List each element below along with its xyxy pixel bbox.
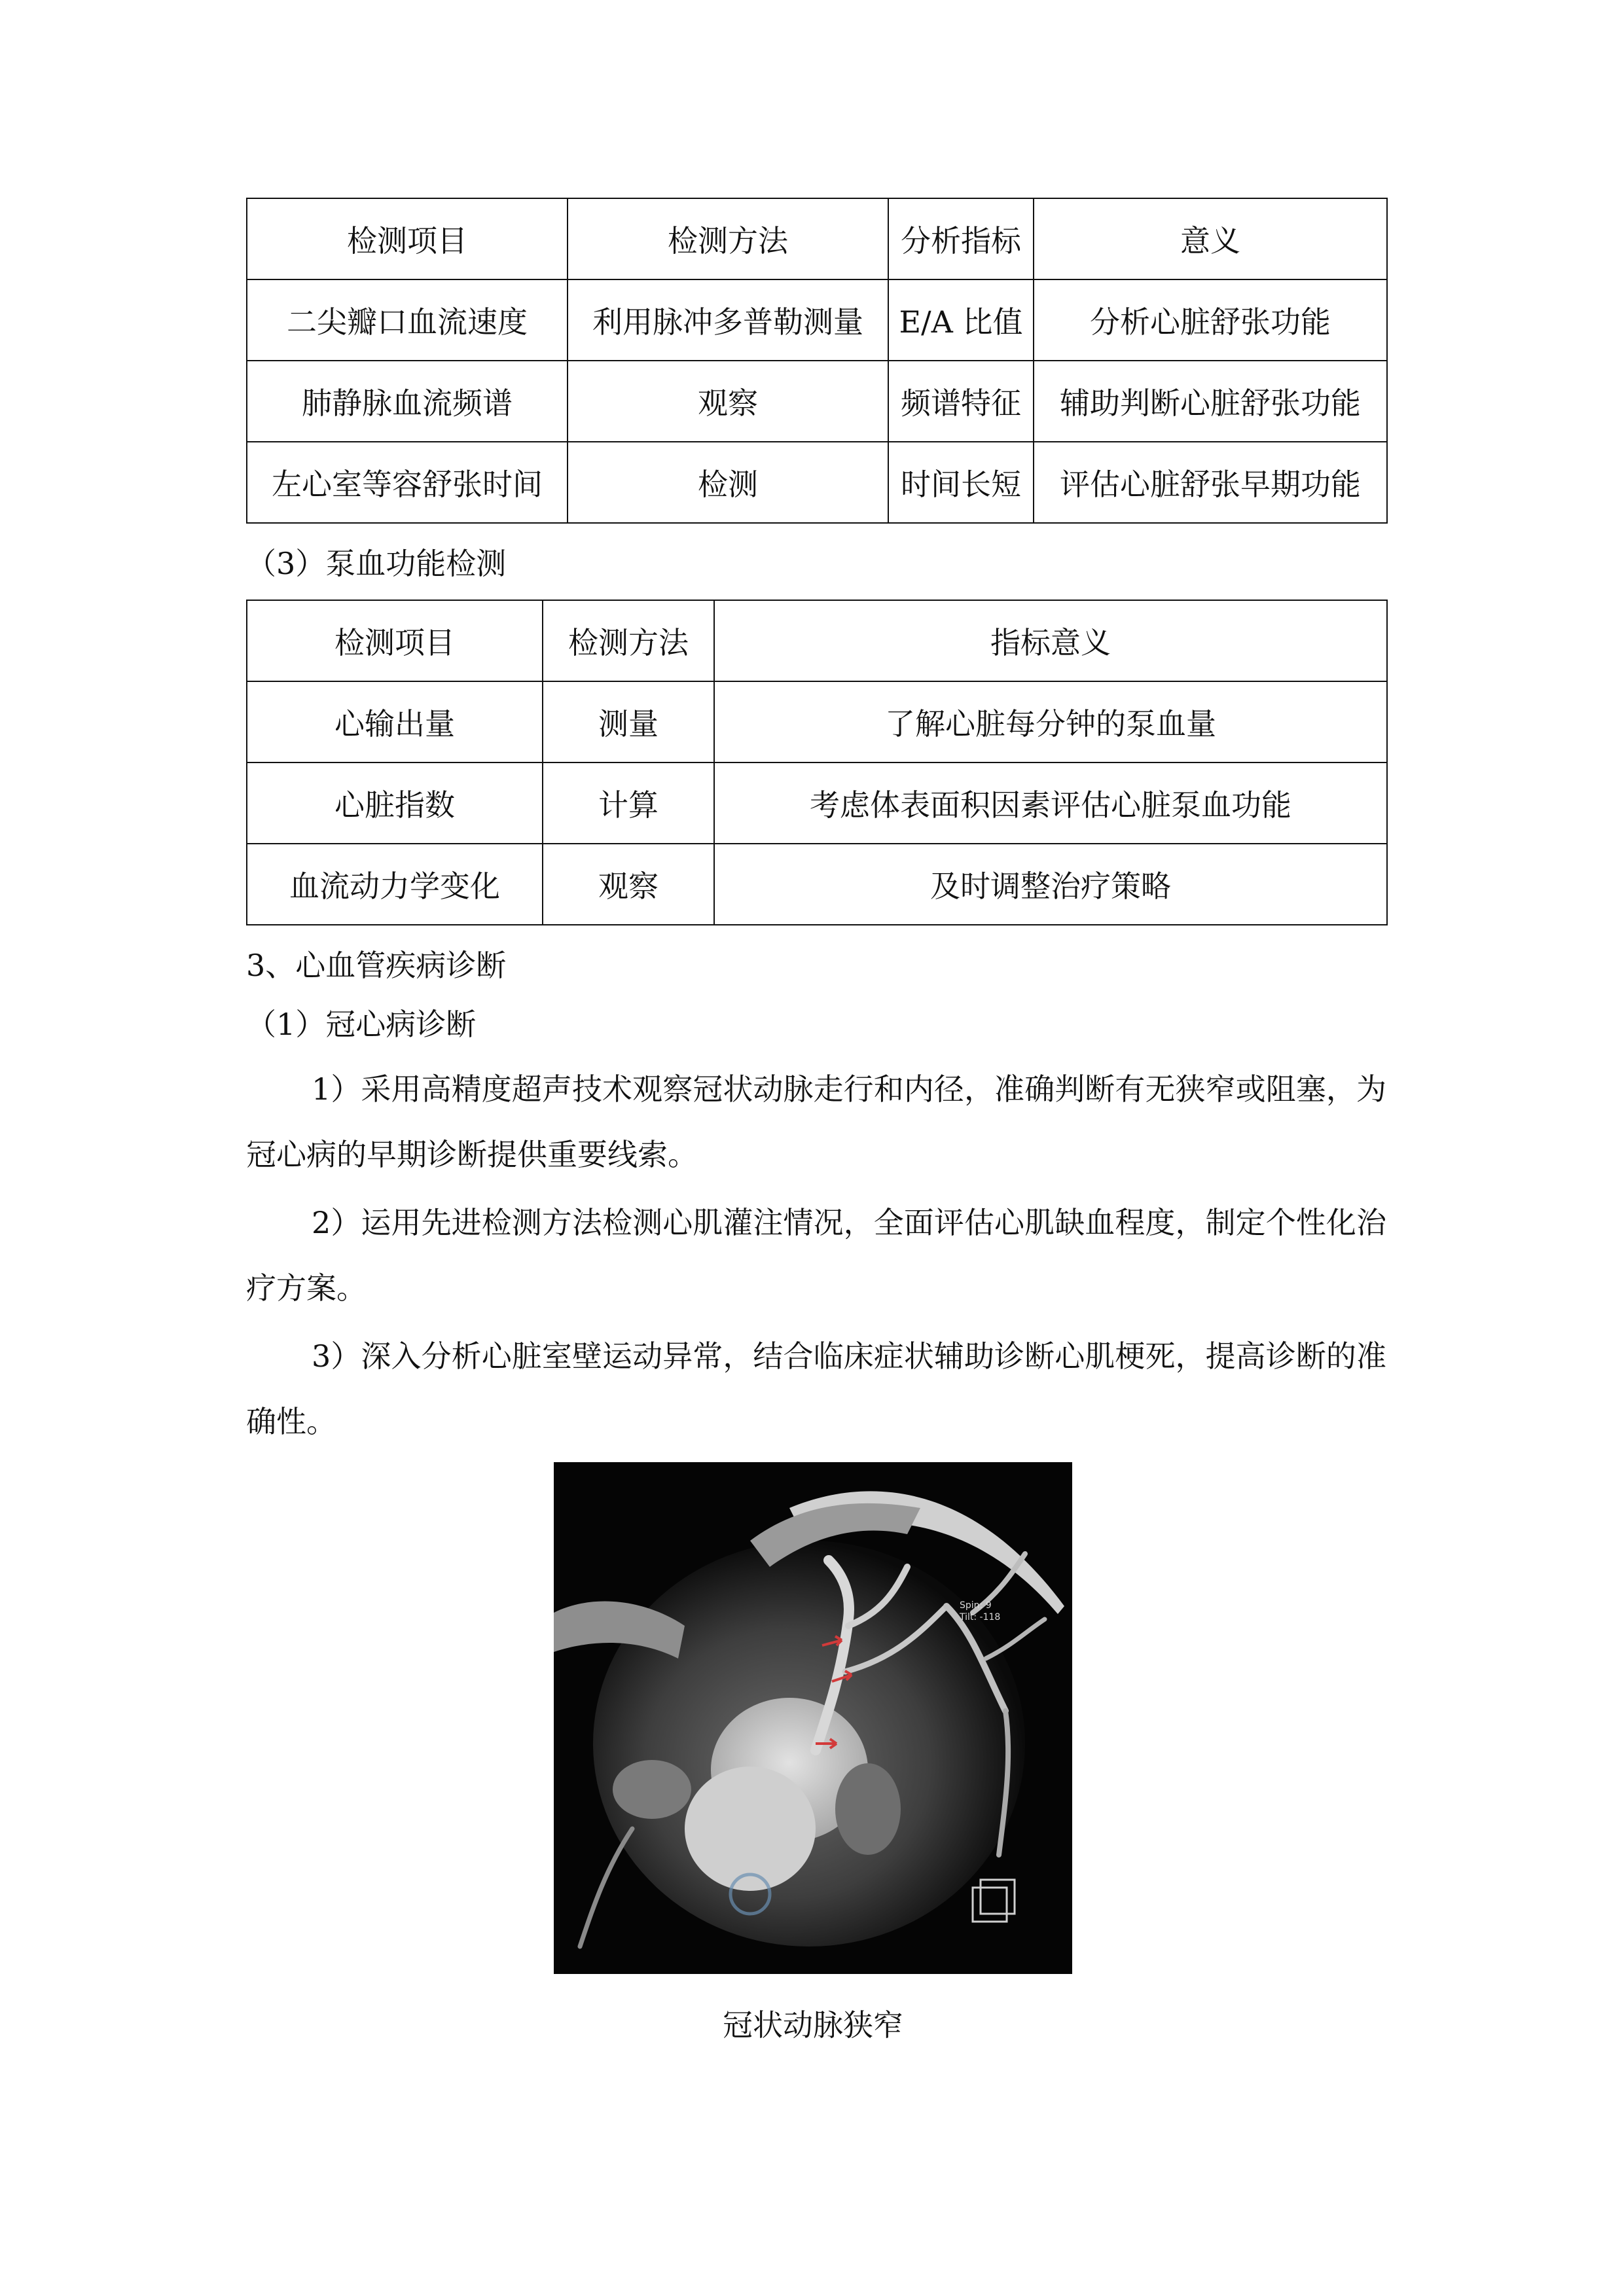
table-cell: 左心室等容舒张时间: [247, 442, 568, 523]
table-cell: 辅助判断心脏舒张功能: [1034, 361, 1387, 442]
section-heading-diagnosis: 3、心血管疾病诊断: [246, 948, 507, 983]
table-row: [247, 442, 1387, 523]
table-row: [247, 681, 1387, 762]
paragraph: 3）深入分析心脏室壁运动异常，结合临床症状辅助诊断心肌梗死，提高诊断的准确性。: [246, 1338, 1386, 1439]
pump-function-table: [246, 600, 1388, 925]
scan-spin-label: Spin: 9: [960, 1600, 992, 1611]
scan-overlay-text: [960, 1600, 1000, 1623]
table-row: [247, 279, 1387, 361]
table-header-cell: 检测项目: [247, 198, 568, 279]
table-cell: 测量: [543, 681, 714, 762]
section-heading-pump: （3）泵血功能检测: [246, 546, 507, 581]
table-row: [247, 844, 1387, 925]
table-cell: E/A 比值: [888, 279, 1034, 361]
table-header-cell: 意义: [1034, 198, 1387, 279]
table-cell: 心输出量: [247, 681, 543, 762]
table-row: [247, 762, 1387, 844]
table-header-row: [247, 600, 1387, 681]
ct-scan-illustration: [554, 1462, 1072, 1974]
table-cell: 评估心脏舒张早期功能: [1034, 442, 1387, 523]
subsection-heading-chd: （1）冠心病诊断: [246, 1007, 477, 1042]
table-cell: 分析心脏舒张功能: [1034, 279, 1387, 361]
table-cell: 二尖瓣口血流速度: [247, 279, 568, 361]
diastolic-function-table: [246, 198, 1388, 524]
table-header-cell: 检测项目: [247, 600, 543, 681]
paragraph: 2）运用先进检测方法检测心肌灌注情况，全面评估心肌缺血程度，制定个性化治疗方案。: [246, 1205, 1386, 1306]
table-cell: 及时调整治疗策略: [714, 844, 1387, 925]
table-header-cell: 分析指标: [888, 198, 1034, 279]
table-cell: 血流动力学变化: [247, 844, 543, 925]
table-cell: 观察: [543, 844, 714, 925]
table-cell: 肺静脉血流频谱: [247, 361, 568, 442]
table-cell: 观察: [568, 361, 888, 442]
table-cell: 频谱特征: [888, 361, 1034, 442]
table-cell: 心脏指数: [247, 762, 543, 844]
figure-caption: 冠状动脉狭窄: [723, 2007, 903, 2043]
table-cell: 考虑体表面积因素评估心脏泵血功能: [714, 762, 1387, 844]
scan-tilt-label: Tilt: -118: [960, 1612, 1001, 1623]
table-header-row: [247, 198, 1387, 279]
table-cell: 时间长短: [888, 442, 1034, 523]
table-cell: 了解心脏每分钟的泵血量: [714, 681, 1387, 762]
table-header-cell: 检测方法: [568, 198, 888, 279]
table-cell: 利用脉冲多普勒测量: [568, 279, 888, 361]
table-cell: 检测: [568, 442, 888, 523]
table-row: [247, 361, 1387, 442]
paragraph: 1）采用高精度超声技术观察冠状动脉走行和内径，准确判断有无狭窄或阻塞，为冠心病的早期诊断提供重要线索。: [246, 1071, 1386, 1172]
table-cell: 计算: [543, 762, 714, 844]
coronary-ct-image: [554, 1462, 1072, 1974]
table-header-cell: 指标意义: [714, 600, 1387, 681]
table-header-cell: 检测方法: [543, 600, 714, 681]
